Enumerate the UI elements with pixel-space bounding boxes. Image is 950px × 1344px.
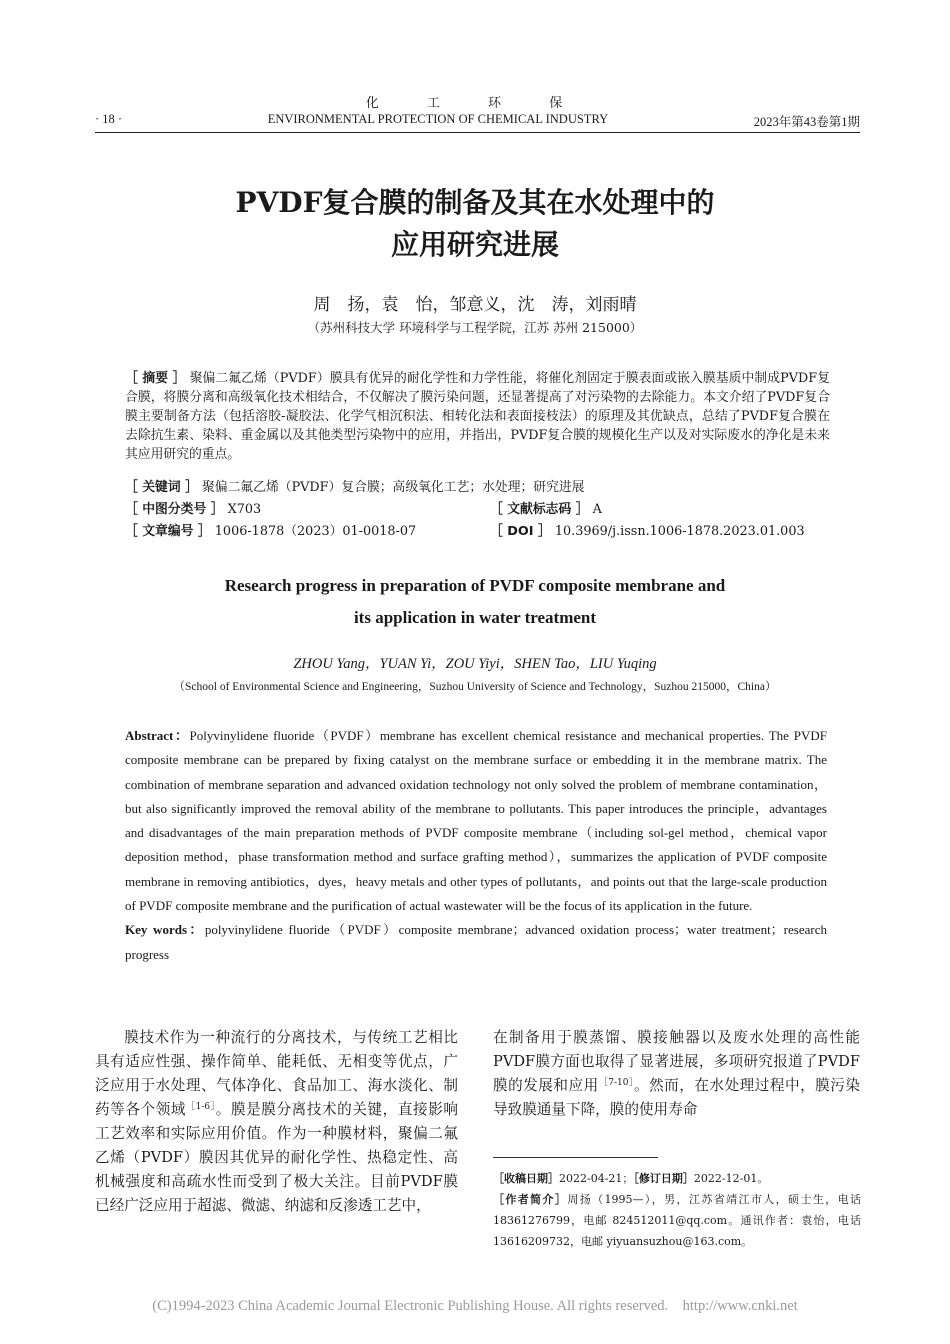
- footnote-bio: [493, 1189, 861, 1252]
- title-en-line-1: Research progress in preparation of PVDF composite membrane and: [224, 576, 726, 595]
- keywords-cn: [125, 478, 585, 497]
- article-number: [125, 522, 416, 541]
- header-rule: [95, 132, 860, 133]
- clc-number: [125, 500, 261, 519]
- abstract-en: [125, 724, 827, 967]
- keywords-cn-label: ［ 关键词 ］: [125, 480, 198, 495]
- authors: 周 扬，袁 怡，邹意义，沈 涛，刘雨晴: [313, 295, 637, 315]
- abstract-en-text: Polyvinylidene fluoride（PVDF）membrane has excellent chemical resistance and mechanical properties. The PVDF composite membrane can be prepared by fixing catalyst on the membrane surface or embedding it in the membrane matrix. The combination of membrane separation and advanced oxidation technology not only solved the problem of membrane contamination，but also significantly improved the removal ability of the membrane to pollutants. This paper introduces the principle，advantages and disadvantages of the main preparation methods of PVDF composite membrane（including sol-gel method，chemical vapor deposition method，phase transformation method and surface grafting method），summarizes the application of PVDF composite membrane in removing antibiotics，dyes，heavy metals and other types of pollutants，and points out that the large-scale production of PVDF composite membrane and the purification of actual wastewater will be the focus of its application in the future.: [125, 728, 827, 914]
- body-right-text-1: 在制备用于膜蒸馏、膜接触器以及废水处理的高性能PVDF膜方面也取得了显著进展，多项研究报道了PVDF膜的发展和应用: [493, 1029, 860, 1094]
- page-number: · 18 ·: [95, 112, 123, 126]
- received-label: ［收稿日期］: [493, 1172, 559, 1185]
- article-number-label: ［ 文章编号 ］: [125, 524, 211, 539]
- clc-label: ［ 中图分类号 ］: [125, 502, 224, 517]
- clc-value: X703: [227, 502, 262, 517]
- body-left-text-1: 膜技术作为一种流行的分离技术，与传统工艺相比具有适应性强、操作简单、能耗低、无相变等优点，广泛应用于水处理、气体净化、食品加工、海水淡化、制药等各个领域: [95, 1029, 458, 1118]
- journal-name-cn: 化 工 环 保: [365, 96, 585, 111]
- article-number-value: 1006-1878（2023）01-0018-07: [214, 524, 417, 539]
- bio-label: ［作者简介］: [493, 1193, 568, 1206]
- doc-code-label: ［ 文献标志码 ］: [490, 502, 589, 517]
- keywords-cn-text: 聚偏二氟乙烯（PVDF）复合膜；高级氧化工艺；水处理；研究进展: [201, 480, 585, 495]
- footnote-rule: [493, 1157, 658, 1158]
- running-header: [95, 112, 860, 130]
- bio-text: 周扬（1995—），男，江苏省靖江市人，硕士生，电话 18361276799，电邮 824512011@qq.com。通讯作者：袁怡，电话 13616209732，电邮 yiyuansuzhou@163.com。: [493, 1193, 862, 1248]
- footnote: [493, 1168, 861, 1252]
- revised-date: 2022-12-01。: [693, 1172, 769, 1185]
- affiliation: （苏州科技大学 环境科学与工程学院，江苏 苏州 215000）: [307, 320, 643, 335]
- doi: [490, 522, 805, 541]
- received-date: 2022-04-21；: [559, 1172, 634, 1185]
- affiliation-en: （School of Environmental Science and Engineering，Suzhou University of Science and Technology，Suzhou 215000，China）: [173, 681, 777, 693]
- footnote-dates: [493, 1168, 861, 1189]
- issue-info: 2023年第43卷第1期: [753, 115, 860, 129]
- journal-name-en: ENVIRONMENTAL PROTECTION OF CHEMICAL INDUSTRY: [267, 112, 609, 126]
- doi-value[interactable]: 10.3969/j.issn.1006-1878.2023.01.003: [554, 524, 805, 539]
- doc-code-value: A: [592, 502, 602, 517]
- body-column-right: [493, 1026, 860, 1122]
- keywords-en-text: polyvinylidene fluoride（PVDF）composite membrane；advanced oxidation process；water treatment；research progress: [125, 922, 827, 962]
- abstract-cn-label: ［ 摘要 ］: [125, 371, 186, 386]
- abstract-en-label: Abstract：: [125, 728, 190, 743]
- title-en-line-2: its application in water treatment: [353, 608, 597, 627]
- revised-label: ［修订日期］: [633, 1172, 694, 1185]
- body-right-text-2: 。然而，在水处理过程中，膜污染导致膜通量下降，膜的使用寿命: [493, 1077, 860, 1118]
- copyright-footer: (C)1994-2023 China Academic Journal Electronic Publishing House. All rights reserved. http://www.cnki.net: [152, 1298, 798, 1314]
- abstract-cn: [125, 369, 830, 464]
- citation-7-10[interactable]: ［7-10］: [598, 1078, 634, 1088]
- citation-1-6[interactable]: ［1-6］: [186, 1102, 216, 1112]
- title-line-2: 应用研究进展: [390, 228, 559, 261]
- body-column-left: [95, 1026, 458, 1218]
- authors-en: ZHOU Yang，YUAN Yi，ZOU Yiyi，SHEN Tao，LIU Yuqing: [293, 656, 657, 672]
- body-left-text-2: 。膜是膜分离技术的关键，直接影响工艺效率和实际应用价值。作为一种膜材料，聚偏二氟乙烯（PVDF）膜因其优异的耐化学性、热稳定性、高机械强度和高疏水性而受到了极大关注。目前PVDF膜已经广泛应用于超滤、微滤、纳滤和反渗透工艺中，: [95, 1101, 458, 1214]
- abstract-cn-text: 聚偏二氟乙烯（PVDF）膜具有优异的耐化学性和力学性能，将催化剂固定于膜表面或嵌入膜基质中制成PVDF复合膜，将膜分离和高级氧化技术相结合，不仅解决了膜污染问题，还显著提高了对污染物的去除能力。本文介绍了PVDF复合膜主要制备方法（包括溶胶-凝胶法、化学气相沉积法、相转化法和表面接枝法）的原理及其优缺点，总结了PVDF复合膜在去除抗生素、染料、重金属以及其他类型污染物中的应用，并指出，PVDF复合膜的规模化生产以及对实际废水的净化是未来其应用研究的重点。: [125, 371, 830, 462]
- title-line-1: PVDF复合膜的制备及其在水处理中的: [235, 186, 715, 219]
- title-en: [0, 570, 950, 634]
- keywords-en-label: Key words：: [125, 922, 205, 938]
- doi-label: ［ DOI ］: [490, 524, 551, 539]
- doc-code: [490, 500, 602, 519]
